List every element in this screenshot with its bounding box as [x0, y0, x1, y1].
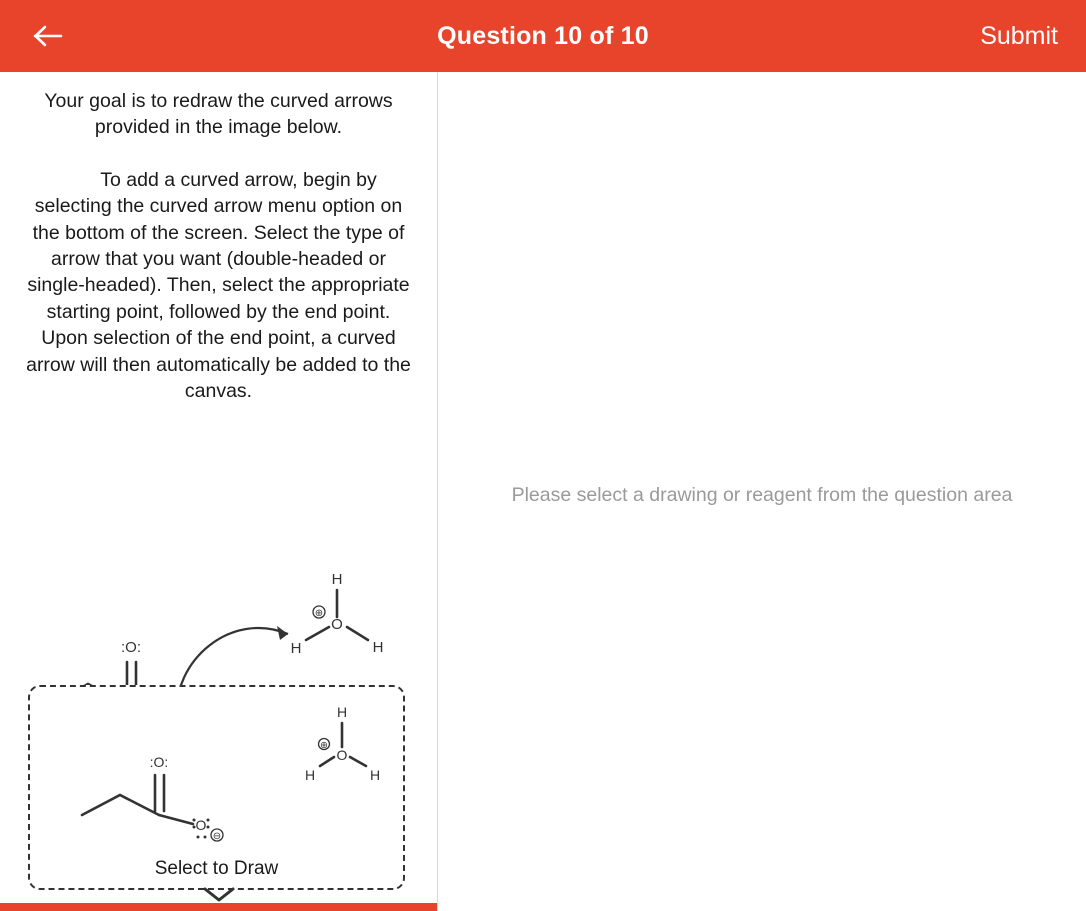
answer-carbonyl-oxygen-label: :O:: [149, 754, 169, 770]
workspace-placeholder-text: Please select a drawing or reagent from the question area: [511, 484, 1013, 506]
answer-drawing-area[interactable]: [28, 685, 405, 890]
answer-hydronium-charge-label: ⊕: [320, 740, 328, 751]
answer-anionic-oxygen-label: O: [195, 817, 207, 833]
instructions-paragraph-1: Your goal is to redraw the curved arrows provided in the image below.: [44, 90, 393, 139]
hydronium-hydrogen-top-label: H: [331, 571, 343, 588]
answer-hydrogen-right-label: H: [369, 767, 381, 783]
hydronium-oxygen-label: O: [331, 616, 343, 633]
page-title: Question 10 of 10: [437, 21, 649, 50]
question-panel: [0, 72, 438, 911]
submit-button[interactable]: Submit: [980, 21, 1058, 50]
workspace-panel: [438, 72, 1086, 911]
instructions-paragraph-2: To add a curved arrow, begin by selecting the curved arrow menu option on the bottom of the screen. Select the type of arrow that you want (double-headed or single-headed). Then, select the appropriate starting point, followed by the end point. Upon selection of the end point, a curved arrow will then automatically be added to the canvas.: [26, 168, 411, 403]
answer-hydrogen-left-label: H: [304, 767, 316, 783]
answer-hydronium-oxygen-label: O: [336, 747, 348, 763]
answer-anionic-charge-label: ⊖: [212, 831, 222, 842]
select-to-draw-label: Select to Draw: [154, 858, 279, 879]
instructions: [0, 72, 437, 404]
bottom-accent-bar: [0, 903, 438, 911]
hydronium-hydrogen-right-label: H: [372, 639, 384, 656]
carbonyl-oxygen-label: :O:: [120, 639, 142, 656]
back-button[interactable]: [28, 16, 68, 56]
answer-hydrogen-top-label: H: [336, 704, 348, 720]
app-header: [0, 0, 1086, 72]
hydronium-hydrogen-left-label: H: [290, 640, 302, 657]
arrow-left-icon: [33, 25, 63, 47]
hydronium-charge-label: ⊕: [314, 608, 324, 619]
